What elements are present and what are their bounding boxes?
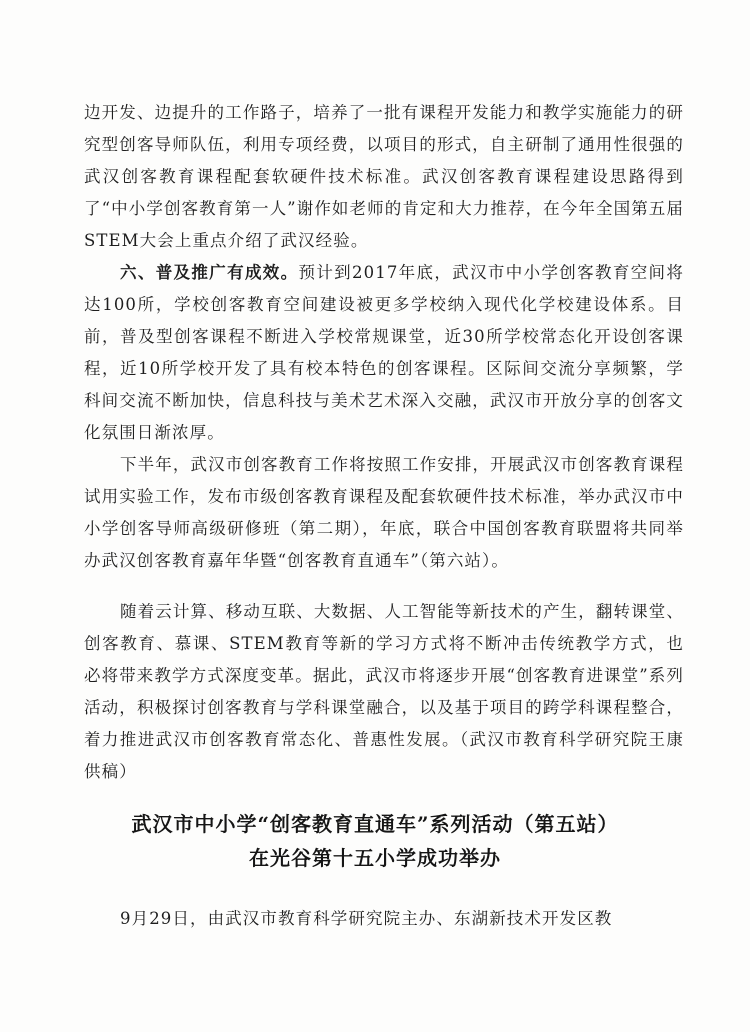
paragraph-text: 下半年，武汉市创客教育工作将按照工作安排，开展武汉市创客教育课程试用实验工作，发布市级创客教育课程及配套软硬件技术标准，举办武汉市中小学创客导师高级研修班（第二期），年底，联合中国创客教育联盟将共同举办武汉创客教育嘉年华暨“创客教育直通车”（第六站）。	[84, 455, 684, 570]
paragraph-event-intro	[84, 903, 684, 935]
article-title-line-2: 在光谷第十五小学成功举办	[249, 846, 501, 870]
paragraph-second-half-plan	[84, 449, 684, 577]
paragraph-text: 9月29日，由武汉市教育科学研究院主办、东湖新技术开发区教	[120, 909, 613, 928]
paragraph-promotion	[84, 257, 684, 449]
paragraph-text: 边开发、边提升的工作路子，培养了一批有课程开发能力和教学实施能力的研究型创客导师队伍，利用专项经费，以项目的形式，自主研制了通用性很强的武汉创客教育课程配套软硬件技术标准。武汉创客教育课程建设思路得到了“中小学创客教育第一人”谢作如老师的肯定和大力推荐，在今年全国第五届STEM大会上重点介绍了武汉经验。	[84, 103, 684, 250]
section-heading-promotion: 六、普及推广有成效。	[120, 263, 299, 282]
paragraph-text: 预计到2017年底，武汉市中小学创客教育空间将达100所，学校创客教育空间建设被更多学校纳入现代化学校建设体系。目前，普及型创客课程不断进入学校常规课堂，近30所学校常态化开设创客课程，近10所学校开发了具有校本特色的创客课程。区际间交流分享频繁，学科间交流不断加快，信息科技与美术艺术深入交融，武汉市开放分享的创客文化氛围日渐浓厚。	[84, 263, 684, 442]
article-title	[60, 807, 690, 875]
paragraph-curriculum-development	[84, 97, 684, 257]
article-title-line-1: 武汉市中小学“创客教育直通车”系列活动（第五站）	[131, 812, 619, 836]
paragraph-text: 随着云计算、移动互联、大数据、人工智能等新技术的产生，翻转课堂、创客教育、慕课、STEM教育等新的学习方式将不断冲击传统教学方式，也必将带来教学方式深度变革。据此，武汉市将逐步开展“创客教育进课堂”系列活动，积极探讨创客教育与学科课堂融合，以及基于项目的跨学科课程整合，着力推进武汉市创客教育常态化、普惠性发展。（武汉市教育科学研究院王康 供稿）	[84, 602, 684, 781]
paragraph-outlook	[84, 596, 684, 788]
